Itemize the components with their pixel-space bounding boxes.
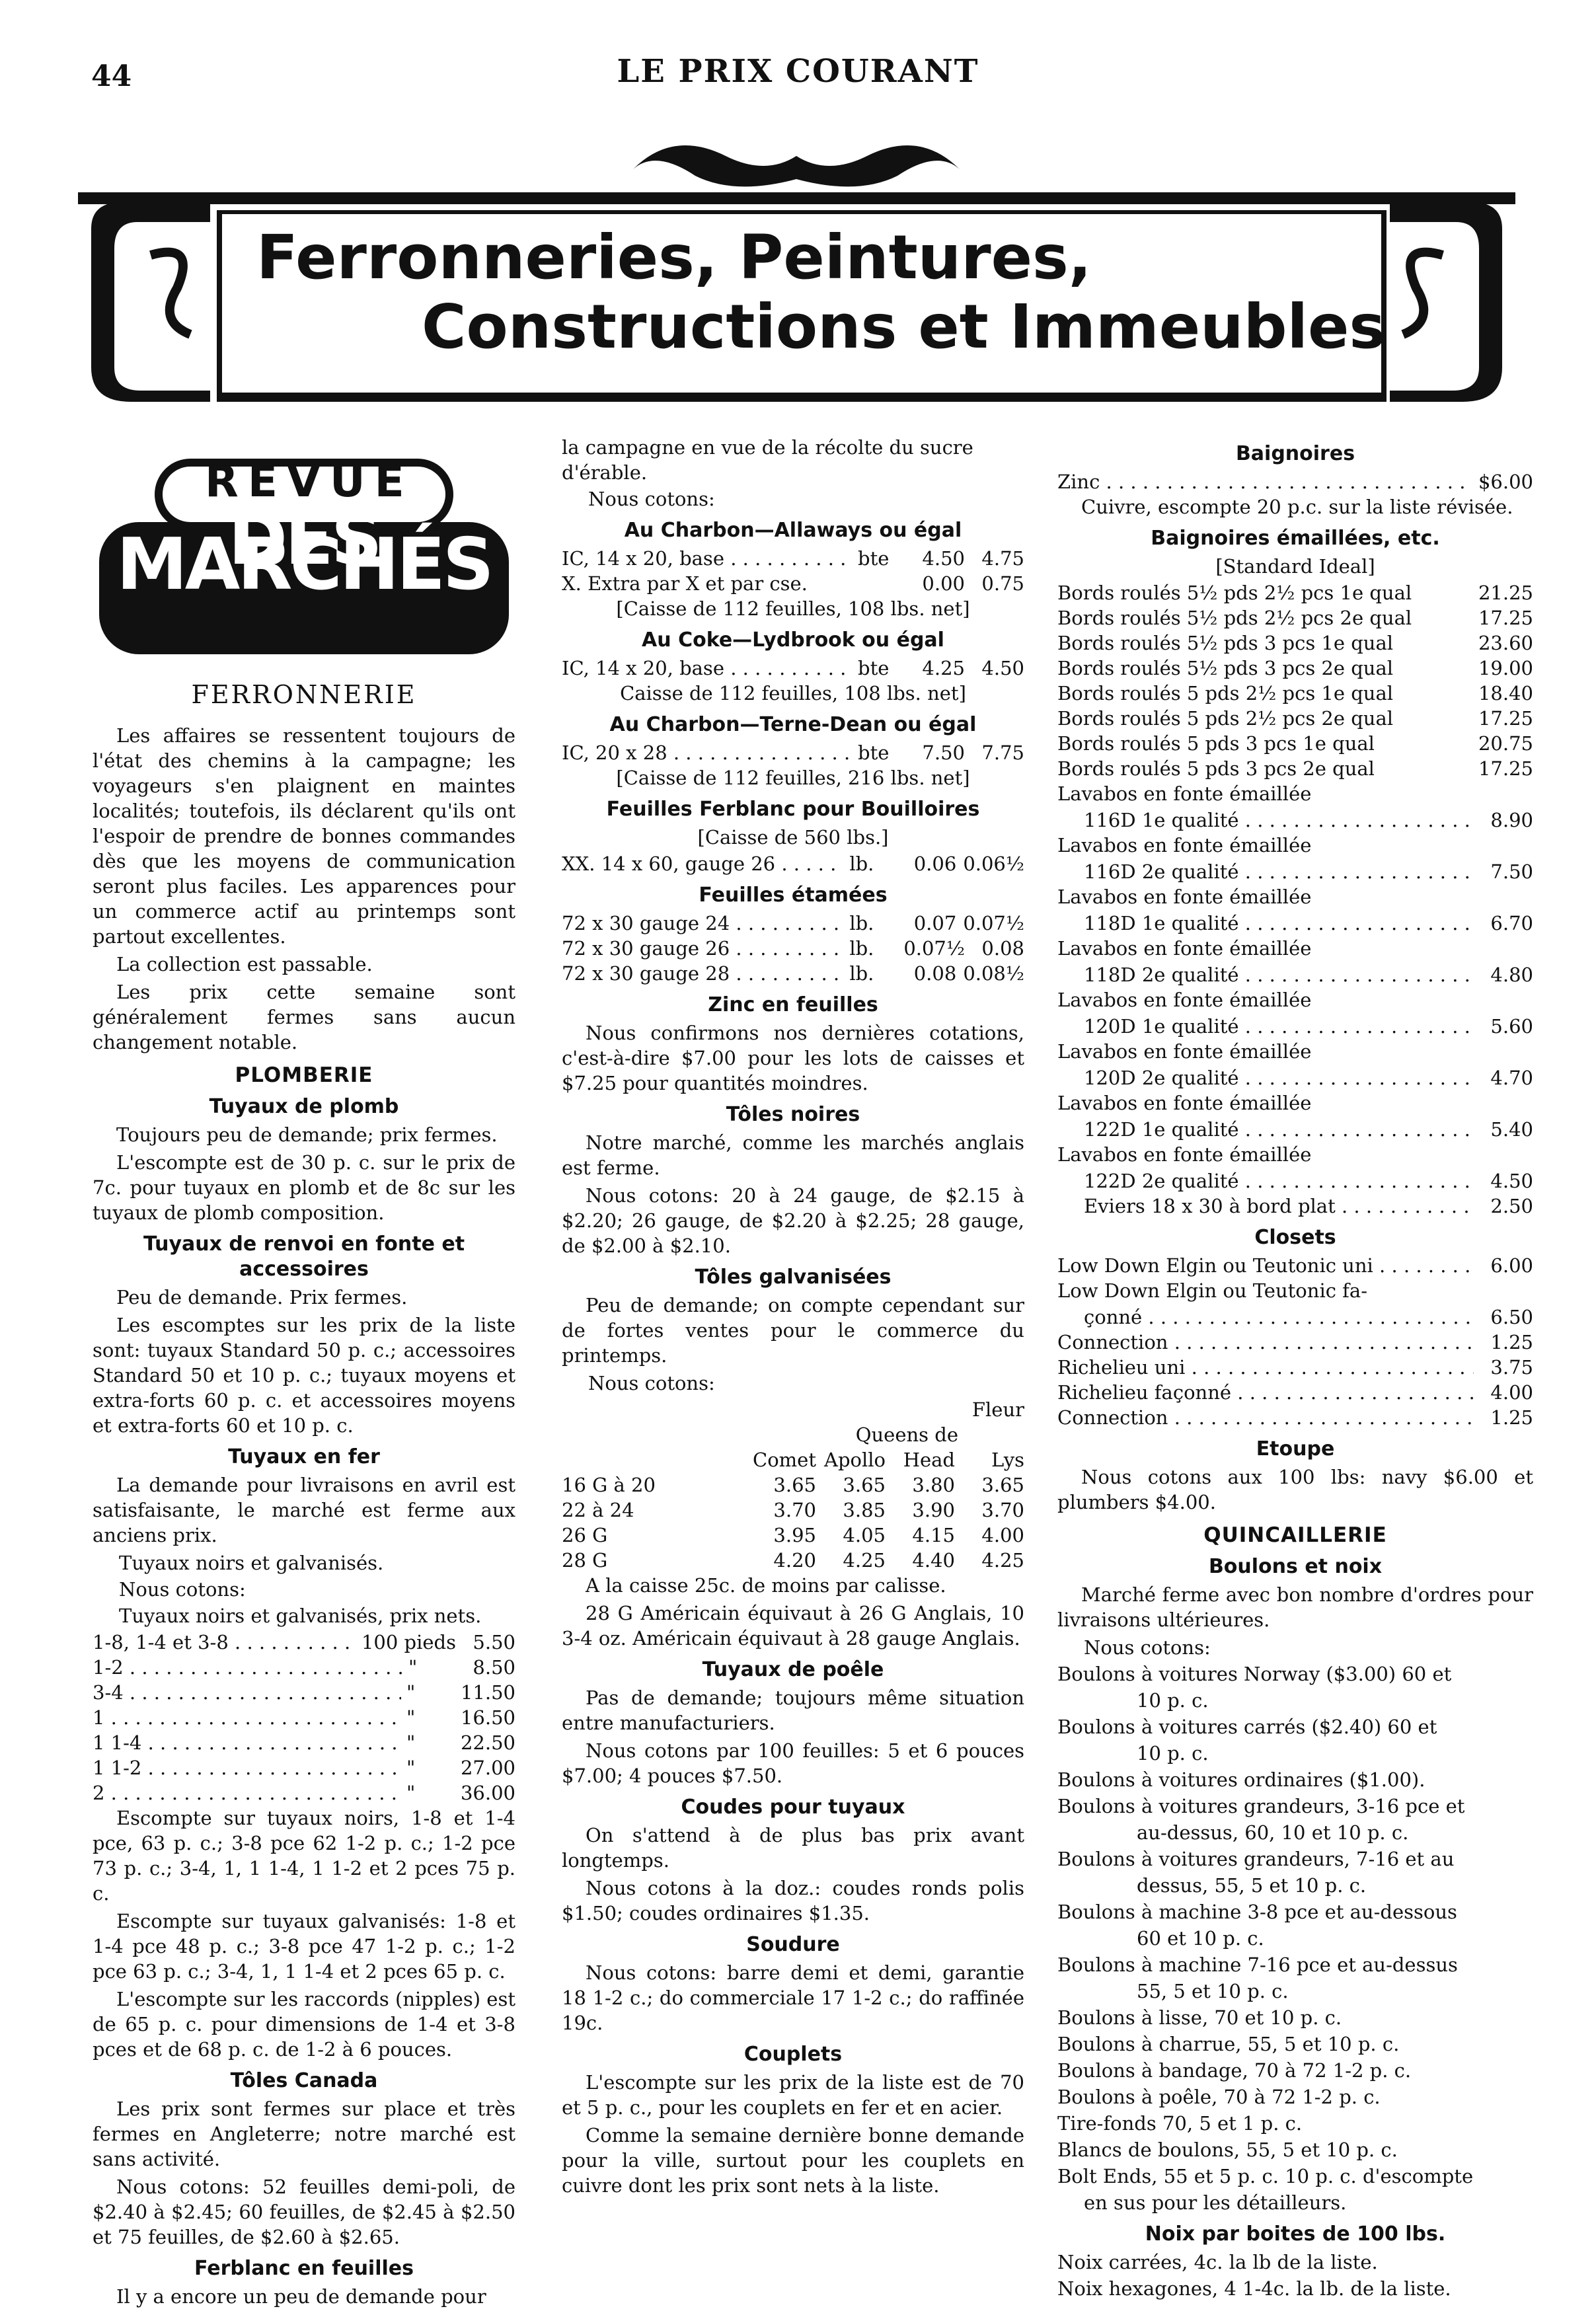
- row-label: 72 x 30 gauge 28 . . .: [562, 961, 844, 986]
- column-left: [93, 456, 515, 2312]
- table-row: [562, 546, 1024, 571]
- row-label: 72 x 30 gauge 26 . . .: [562, 936, 844, 961]
- row-label: 1 1-4 . . .: [93, 1730, 401, 1755]
- heading-baignoires-emaillees: Baignoires émaillées, etc.: [1151, 527, 1440, 550]
- row-label: 72 x 30 gauge 24 . . .: [562, 911, 844, 936]
- row-label: IC, 14 x 20, base . . .: [562, 656, 853, 681]
- list-item: au-dessus, 60, 10 et 10 p. c.: [1137, 1821, 1409, 1844]
- row-label: Bords roulés 5½ pds 3 pcs 2e qual: [1057, 657, 1394, 679]
- row-price: 5.60: [1490, 1015, 1533, 1038]
- list-item: Boulons à voitures grandeurs, 3-16 pce et: [1057, 1795, 1465, 1817]
- row-unit: lb.: [849, 962, 874, 985]
- column-header: Comet: [753, 1449, 816, 1471]
- row-label: Lavabos en fonte émaillée: [1057, 1092, 1312, 1114]
- table-row: [1057, 1117, 1533, 1142]
- table-row: [1057, 962, 1533, 987]
- row-price: 6.00: [1490, 1254, 1533, 1277]
- table-row: [1057, 681, 1533, 706]
- table-row: [1057, 580, 1533, 605]
- cell: 3.90: [912, 1499, 955, 1521]
- price-table-tuyaux-fer: [93, 1630, 515, 1805]
- cell: 3.65: [843, 1474, 886, 1496]
- table-row: [1057, 1305, 1533, 1330]
- table-row: [1057, 1355, 1533, 1380]
- list-item: en sus pour les détailleurs.: [1084, 2191, 1347, 2214]
- heading-boulons-noix: Boulons et noix: [1208, 1555, 1383, 1578]
- table-row: [562, 936, 1024, 961]
- list-item: Boulons à poêle, 70 à 72 1-2 p. c.: [1057, 2086, 1381, 2108]
- row-price: 4.50: [1490, 1170, 1533, 1192]
- heading-toles-galvanisees: Tôles galvanisées: [695, 1266, 892, 1289]
- bords-table: [1057, 580, 1533, 781]
- heading-etamees: Feuilles étamées: [699, 884, 888, 907]
- table-row: [1057, 1014, 1533, 1039]
- heading-tuyaux-fer: Tuyaux en fer: [228, 1445, 380, 1468]
- row-label: 116D 2e qualité . . .: [1084, 859, 1474, 884]
- list-item: Boulons à machine 3-8 pce et au-dessous: [1057, 1901, 1457, 1923]
- row-price: 1.25: [1490, 1406, 1533, 1429]
- note: [Caisse de 112 feuilles, 216 lbs. net]: [616, 767, 970, 789]
- row-label: Low Down Elgin ou Teutonic fa-: [1057, 1279, 1367, 1302]
- row-price: 22.50: [460, 1731, 515, 1754]
- heading-tuyaux-plomb: Tuyaux de plomb: [209, 1095, 399, 1118]
- page-number: 44: [91, 59, 132, 93]
- heading-couplets: Couplets: [743, 2043, 843, 2066]
- row-label: 22 à 24: [562, 1499, 634, 1521]
- row-label: 1-2 . . .: [93, 1655, 403, 1680]
- heading-ferronnerie: FERRONNERIE: [191, 680, 417, 709]
- table-row: [1057, 756, 1533, 781]
- cell: 4.15: [912, 1524, 955, 1546]
- paragraph: Nous cotons: 52 feuilles demi-poli, de $2.40 à $2.45; 60 feuilles, de $2.45 à $2.50 et 75 feuilles, de $2.60 à $2.65.: [93, 2176, 515, 2248]
- table-row: [562, 851, 1024, 876]
- row-label: 1 1-2 . . .: [93, 1755, 401, 1780]
- row-label: 122D 2e qualité . . .: [1084, 1168, 1474, 1194]
- cell: 3.70: [981, 1499, 1024, 1521]
- row-unit: ": [406, 1681, 416, 1704]
- masthead-revue: REVUE: [205, 456, 414, 507]
- row-price: 17.25: [1478, 757, 1533, 780]
- column-header: Lys: [991, 1449, 1024, 1471]
- paragraph: L'escompte est de 30 p. c. sur le prix de 7c. pour tuyaux en plomb et de 8c sur les tuyaux de plomb composition.: [93, 1151, 515, 1224]
- heading-etoupe: Etoupe: [1256, 1437, 1335, 1461]
- table-row: [93, 1730, 515, 1755]
- paragraph: Tuyaux noirs et galvanisés.: [119, 1552, 384, 1574]
- list-item: Boulons à lisse, 70 et 10 p. c.: [1057, 2006, 1342, 2029]
- row-price: 21.25: [1478, 582, 1533, 604]
- paragraph: La demande pour livraisons en avril est satisfaisante, le marché est ferme aux anciens prix.: [93, 1474, 515, 1546]
- table-row: [562, 911, 1024, 936]
- heading-soudure: Soudure: [746, 1933, 840, 1956]
- row-label: Lavabos en fonte émaillée: [1057, 782, 1312, 805]
- row-label: Richelieu façonné . . .: [1057, 1380, 1474, 1405]
- table-row: [562, 740, 1024, 765]
- row-label: 1 . . .: [93, 1705, 401, 1730]
- row-price: 4.70: [1490, 1067, 1533, 1089]
- heading-baignoires: Baignoires: [1235, 442, 1355, 465]
- row-label: 26 G: [562, 1524, 608, 1546]
- row-label: Bords roulés 5 pds 3 pcs 2e qual: [1057, 757, 1375, 780]
- column-header: Queens de: [855, 1423, 958, 1446]
- paragraph: Nous confirmons nos dernières cotations, c'est-à-dire $7.00 pour les lots de caisses et $7.25 pour quantités moindres.: [562, 1022, 1024, 1094]
- row-label: Lavabos en fonte émaillée: [1057, 1143, 1312, 1166]
- cell: 4.05: [843, 1524, 886, 1546]
- paragraph: Peu de demande; on compte cependant sur de fortes ventes pour le commerce du printemps.: [562, 1294, 1024, 1367]
- row-price: 4.50: [981, 657, 1024, 679]
- paragraph: Comme la semaine dernière bonne demande pour la ville, surtout pour les couplets en cuivre dont les prix sont nets à la liste.: [562, 2124, 1024, 2197]
- row-price: 5.50: [473, 1631, 515, 1653]
- heading-bouilloires: Feuilles Ferblanc pour Bouilloires: [606, 798, 980, 821]
- row-price: 20.75: [1478, 732, 1533, 755]
- table-row: [93, 1655, 515, 1680]
- row-price: 8.50: [473, 1656, 515, 1679]
- galvanisees-table: [562, 1397, 1024, 1573]
- row-price: 0.06: [913, 853, 957, 875]
- column-header: Apollo: [824, 1449, 886, 1471]
- row-price: 4.25: [922, 657, 965, 679]
- row-label: Lavabos en fonte émaillée: [1057, 937, 1312, 960]
- list-item: Noix carrées, 4c. la lb de la liste.: [1057, 2251, 1378, 2273]
- paragraph: la campagne en vue de la récolte du sucre d'érable.: [562, 436, 973, 484]
- cell: 3.65: [981, 1474, 1024, 1496]
- row-price: $6.00: [1478, 471, 1533, 493]
- row-price: 19.00: [1478, 657, 1533, 679]
- paragraph: Marché ferme avec bon nombre d'ordres pour livraisons ultérieures.: [1057, 1583, 1533, 1631]
- row-price: 17.25: [1478, 607, 1533, 629]
- row-price: 0.08: [913, 962, 957, 985]
- row-price: 17.25: [1478, 707, 1533, 730]
- paragraph: Nous cotons:: [588, 1372, 715, 1394]
- row-price: 23.60: [1478, 632, 1533, 654]
- list-item: dessus, 55, 5 et 10 p. c.: [1137, 1874, 1367, 1897]
- column-middle: [562, 435, 1024, 2201]
- heading-noix: Noix par boites de 100 lbs.: [1145, 2222, 1446, 2246]
- list-item: 10 p. c.: [1137, 1689, 1209, 1712]
- row-unit: 100 pieds: [361, 1631, 456, 1653]
- row-price: 2.50: [1490, 1195, 1533, 1217]
- row-price: 0.06½: [963, 853, 1024, 875]
- row-price: 0.07½: [963, 912, 1024, 934]
- row-label: 2 . . .: [93, 1780, 401, 1805]
- table-row: [1057, 911, 1533, 936]
- cell: 4.25: [843, 1549, 886, 1572]
- table-row: [93, 1630, 515, 1655]
- table-row: [1057, 605, 1533, 630]
- list-item: Tire-fonds 70, 5 et 1 p. c.: [1057, 2112, 1303, 2135]
- list-item: 10 p. c.: [1137, 1742, 1209, 1765]
- row-label: Bords roulés 5½ pds 2½ pcs 2e qual: [1057, 607, 1412, 629]
- row-label: Bords roulés 5½ pds 3 pcs 1e qual: [1057, 632, 1394, 654]
- table-row: [1057, 1253, 1533, 1278]
- note: [Caisse de 112 feuilles, 108 lbs. net]: [616, 597, 970, 620]
- row-price: 7.50: [1490, 860, 1533, 883]
- row-price: 4.50: [922, 547, 965, 570]
- paragraph: Nous cotons à la doz.: coudes ronds polis $1.50; coudes ordinaires $1.35.: [562, 1877, 1024, 1924]
- paragraph: Nous cotons: barre demi et demi, garantie 18 1-2 c.; do commerciale 17 1-2 c.; do raffinée 19c.: [562, 1961, 1024, 2034]
- heading-plomberie: PLOMBERIE: [235, 1063, 373, 1087]
- paragraph: On s'attend à de plus bas prix avant longtemps.: [562, 1824, 1024, 1872]
- list-item: Boulons à voitures Norway ($3.00) 60 et: [1057, 1663, 1452, 1685]
- row-label: 118D 2e qualité . . .: [1084, 962, 1474, 987]
- cell: 3.70: [773, 1499, 816, 1521]
- paragraph: Les affaires se ressentent toujours de l'état des chemins à la campagne; les voyageurs s'en plaignent en maintes localités; toutefois, ils déclarent qu'ils ont l'espoir de prendre de bonnes commandes dès que les moyens de communication seront plus faciles. Les apparences pour un commerce actif au printemps sont partout excellentes.: [93, 724, 515, 948]
- note: [Caisse de 560 lbs.]: [697, 826, 889, 849]
- row-label: 28 G: [562, 1549, 608, 1572]
- table-row: [1057, 1330, 1533, 1355]
- row-price: 0.07½: [903, 937, 965, 960]
- table-row: [562, 961, 1024, 986]
- paragraph: Pas de demande; toujours même situation entre manufacturiers.: [562, 1687, 1024, 1734]
- heading-terne-dean: Au Charbon—Terne-Dean ou égal: [609, 713, 977, 736]
- column-header: Fleur: [971, 1398, 1024, 1421]
- row-price: 7.75: [981, 741, 1024, 764]
- row-label: Low Down Elgin ou Teutonic uni . . .: [1057, 1253, 1474, 1278]
- row-price: 0.08½: [963, 962, 1024, 985]
- paragraph: Les escomptes sur les prix de la liste sont: tuyaux Standard 50 p. c.; accessoires Standard 50 et 10 p. c.; tuyaux moyens et extra-forts 60 p. c. et accessoires moyens et extra-forts 60 et 10 p. c.: [93, 1314, 515, 1437]
- row-unit: ": [408, 1656, 418, 1679]
- table-row: [1057, 656, 1533, 681]
- heading-tuyaux-poele: Tuyaux de poêle: [702, 1658, 884, 1681]
- note: Caisse de 112 feuilles, 108 lbs. net]: [620, 682, 966, 704]
- row-unit: lb.: [849, 853, 874, 875]
- table-row: [93, 1780, 515, 1805]
- row-unit: ": [406, 1782, 416, 1804]
- row-unit: bte: [858, 547, 890, 570]
- row-label: Bords roulés 5 pds 3 pcs 1e qual: [1057, 732, 1375, 755]
- table-row: [1057, 1405, 1533, 1430]
- row-price: 5.40: [1490, 1118, 1533, 1141]
- paragraph: L'escompte sur les raccords (nipples) est de 65 p. c. pour dimensions de 1-4 et 3-8 pces et de 68 p. c. de 1-2 à 6 pouces.: [93, 1988, 515, 2061]
- row-price: 0.00: [922, 572, 965, 595]
- row-price: 8.90: [1490, 809, 1533, 831]
- list-item: Noix hexagones, 4 1-4c. la lb. de la liste.: [1057, 2277, 1451, 2300]
- row-label: 122D 1e qualité . . .: [1084, 1117, 1474, 1142]
- paragraph: Nous cotons:: [588, 488, 715, 510]
- row-label: 16 G à 20: [562, 1474, 656, 1496]
- row-price: 3.75: [1490, 1356, 1533, 1379]
- table-row: [93, 1755, 515, 1780]
- table-row: [1057, 859, 1533, 884]
- banner-title-line1: Ferronneries, Peintures,: [256, 222, 1092, 293]
- table-row: [1057, 731, 1533, 756]
- column-right: [1057, 435, 1533, 2302]
- list-item: Boulons à bandage, 70 à 72 1-2 p. c.: [1057, 2059, 1412, 2082]
- cell: 3.65: [773, 1474, 816, 1496]
- table-row: [562, 656, 1024, 681]
- row-unit: lb.: [849, 912, 874, 934]
- row-label: XX. 14 x 60, gauge 26 . . .: [562, 851, 844, 876]
- row-label: Connection . . .: [1057, 1330, 1474, 1355]
- paragraph: La collection est passable.: [116, 953, 373, 975]
- row-label: Zinc . . .: [1057, 469, 1472, 494]
- table-row: [93, 1680, 515, 1705]
- row-unit: [853, 571, 905, 596]
- table-row: [1057, 1065, 1533, 1090]
- row-price: 1.25: [1490, 1331, 1533, 1353]
- heading-toles-canada: Tôles Canada: [230, 2069, 378, 2092]
- list-item: Boulons à machine 7-16 pce et au-dessus: [1057, 1954, 1458, 1976]
- row-price: 4.00: [1490, 1381, 1533, 1404]
- row-price: 0.07: [913, 912, 957, 934]
- heading-ferblanc: Ferblanc en feuilles: [194, 2257, 414, 2280]
- cell: 4.25: [981, 1549, 1024, 1572]
- list-item: Blancs de boulons, 55, 5 et 10 p. c.: [1057, 2139, 1398, 2161]
- page-header: [0, 48, 1596, 94]
- cell: 3.80: [912, 1474, 955, 1496]
- heading-allaways: Au Charbon—Allaways ou égal: [624, 519, 962, 542]
- list-item: Boulons à charrue, 55, 5 et 10 p. c.: [1057, 2033, 1400, 2055]
- paragraph: Escompte sur tuyaux galvanisés: 1-8 et 1-4 pce 48 p. c.; 3-8 pce 47 1-2 p. c.; 1-2 pce 63 p. c.; 3-4, 1, 1 1-4 et 2 pces 65 p. c.: [93, 1910, 515, 1983]
- heading-zinc: Zinc en feuilles: [708, 993, 878, 1016]
- running-title: LE PRIX COURANT: [617, 53, 979, 90]
- row-label: çonné . . .: [1084, 1305, 1474, 1330]
- table-row: [1057, 1168, 1533, 1194]
- table-row: [562, 1498, 1024, 1523]
- row-label: Bords roulés 5 pds 2½ pcs 1e qual: [1057, 682, 1394, 704]
- paragraph: Les prix cette semaine sont généralement fermes sans aucun changement notable.: [93, 981, 515, 1053]
- cell: 4.20: [773, 1549, 816, 1572]
- table-row: [1057, 469, 1533, 494]
- heading-closets: Closets: [1254, 1226, 1336, 1249]
- row-unit: ": [406, 1706, 416, 1729]
- row-unit: lb.: [849, 937, 874, 960]
- note: [Standard Ideal]: [1215, 555, 1375, 578]
- row-label: IC, 14 x 20, base . . .: [562, 546, 853, 571]
- list-item: 55, 5 et 10 p. c.: [1137, 1980, 1289, 2002]
- paragraph: 28 G Américain équivaut à 26 G Anglais, 10 3-4 oz. Américain équivaut à 28 gauge Anglais.: [562, 1602, 1024, 1650]
- table-row: [562, 1523, 1024, 1548]
- row-label: Bords roulés 5½ pds 2½ pcs 1e qual: [1057, 582, 1412, 604]
- row-price: 27.00: [460, 1757, 515, 1779]
- paragraph: Nous cotons:: [1084, 1636, 1211, 1659]
- list-item: Boulons à voitures ordinaires ($1.00).: [1057, 1768, 1425, 1791]
- paragraph: Nous cotons: 20 à 24 gauge, de $2.15 à $2.20; 26 gauge, de $2.20 à $2.25; 28 gauge, de $2.00 à $2.10.: [562, 1184, 1024, 1257]
- cell: 3.85: [843, 1499, 886, 1521]
- row-label: Lavabos en fonte émaillée: [1057, 886, 1312, 908]
- heading-lydbrook: Au Coke—Lydbrook ou égal: [642, 628, 944, 652]
- row-unit: ": [406, 1731, 416, 1754]
- paragraph: Escompte sur tuyaux noirs, 1-8 et 1-4 pce, 63 p. c.; 3-8 pce 62 1-2 p. c.; 1-2 pce 73 p. c.; 3-4, 1, 1 1-4, 1 1-2 et 2 pces 75 p. c.: [93, 1807, 515, 1905]
- row-unit: bte: [858, 741, 890, 764]
- row-price: 36.00: [460, 1782, 515, 1804]
- row-label: 3-4 . . .: [93, 1680, 401, 1705]
- paragraph: Tuyaux noirs et galvanisés, prix nets.: [119, 1605, 482, 1627]
- cell: 4.00: [981, 1524, 1024, 1546]
- row-label: 1-8, 1-4 et 3-8 . . .: [93, 1630, 356, 1655]
- row-price: 6.50: [1490, 1306, 1533, 1328]
- revue-masthead: [93, 456, 515, 667]
- table-row: [1057, 706, 1533, 731]
- row-label: IC, 20 x 28 . . .: [562, 740, 853, 765]
- paragraph: Les prix sont fermes sur place et très fermes en Angleterre; notre marché est sans activité.: [93, 2098, 515, 2170]
- paragraph: Nous cotons aux 100 lbs: navy $6.00 et plumbers $4.00.: [1057, 1466, 1533, 1513]
- paragraph: Notre marché, comme les marchés anglais est ferme.: [562, 1131, 1024, 1179]
- row-label: 120D 2e qualité . . .: [1084, 1065, 1474, 1090]
- row-label: X. Extra par X et par cse.: [562, 572, 808, 595]
- table-row: [562, 571, 1024, 596]
- row-price: 0.08: [981, 937, 1024, 960]
- column-header: Head: [903, 1449, 955, 1471]
- row-label: Richelieu uni . . .: [1057, 1355, 1474, 1380]
- row-label: 120D 1e qualité . . .: [1084, 1014, 1474, 1039]
- lavabos-table: [1057, 781, 1533, 1194]
- row-price: 0.75: [981, 572, 1024, 595]
- table-row: [1057, 1194, 1533, 1219]
- paragraph: Il y a encore un peu de demande pour: [116, 2285, 486, 2308]
- row-price: 16.50: [460, 1706, 515, 1729]
- heading-quincaillerie: QUINCAILLERIE: [1203, 1523, 1387, 1547]
- row-label: Lavabos en fonte émaillée: [1057, 989, 1312, 1011]
- row-label: Eviers 18 x 30 à bord plat . . .: [1084, 1194, 1474, 1219]
- table-header-row: [562, 1447, 1024, 1472]
- list-item: Bolt Ends, 55 et 5 p. c. 10 p. c. d'escompte: [1057, 2165, 1474, 2187]
- section-banner: [78, 130, 1515, 407]
- list-item: Boulons à voitures grandeurs, 7-16 et au: [1057, 1848, 1455, 1870]
- heading-coudes: Coudes pour tuyaux: [681, 1796, 905, 1819]
- table-row: [1057, 1380, 1533, 1405]
- heading-tuyaux-renvoi: Tuyaux de renvoi en fonte et accessoires: [143, 1233, 465, 1281]
- banner-title-line2: Constructions et Immeubles: [422, 291, 1386, 362]
- cell: 4.40: [912, 1549, 955, 1572]
- masthead-marches: DES MARCHÉS: [116, 498, 492, 606]
- row-price: 4.75: [981, 547, 1024, 570]
- table-row: [1057, 808, 1533, 833]
- row-label: Bords roulés 5 pds 2½ pcs 2e qual: [1057, 707, 1394, 730]
- table-row: [562, 1472, 1024, 1498]
- row-label: Connection . . .: [1057, 1405, 1474, 1430]
- table-row: [1057, 630, 1533, 656]
- row-unit: ": [406, 1757, 416, 1779]
- paragraph: A la caisse 25c. de moins par calisse.: [586, 1574, 946, 1597]
- row-label: Lavabos en fonte émaillée: [1057, 1040, 1312, 1063]
- row-label: 118D 1e qualité . . .: [1084, 911, 1474, 936]
- row-price: 4.80: [1490, 964, 1533, 986]
- paragraph: Toujours peu de demande; prix fermes.: [116, 1123, 498, 1146]
- row-label: Lavabos en fonte émaillée: [1057, 834, 1312, 856]
- list-item: 60 et 10 p. c.: [1137, 1927, 1264, 1950]
- paragraph: Cuivre, escompte 20 p.c. sur la liste révisée.: [1081, 496, 1513, 518]
- heading-toles-noires: Tôles noires: [726, 1103, 860, 1126]
- paragraph: Peu de demande. Prix fermes.: [116, 1286, 408, 1309]
- row-price: 18.40: [1478, 682, 1533, 704]
- table-row: [562, 1548, 1024, 1573]
- boulons-list: [1057, 1661, 1533, 2215]
- table-row: [93, 1705, 515, 1730]
- paragraph: Nous cotons par 100 feuilles: 5 et 6 pouces $7.00; 4 pouces $7.50.: [562, 1739, 1024, 1787]
- row-price: 11.50: [460, 1681, 515, 1704]
- row-price: 7.50: [922, 741, 965, 764]
- row-price: 6.70: [1490, 912, 1533, 934]
- cell: 3.95: [773, 1524, 816, 1546]
- paragraph: Nous cotons:: [119, 1578, 246, 1601]
- row-unit: bte: [858, 657, 890, 679]
- list-item: Boulons à voitures carrés ($2.40) 60 et: [1057, 1716, 1437, 1738]
- row-label: 116D 1e qualité . . .: [1084, 808, 1474, 833]
- paragraph: L'escompte sur les prix de la liste est de 70 et 5 p. c., pour les couplets en fer et en acier.: [562, 2071, 1024, 2119]
